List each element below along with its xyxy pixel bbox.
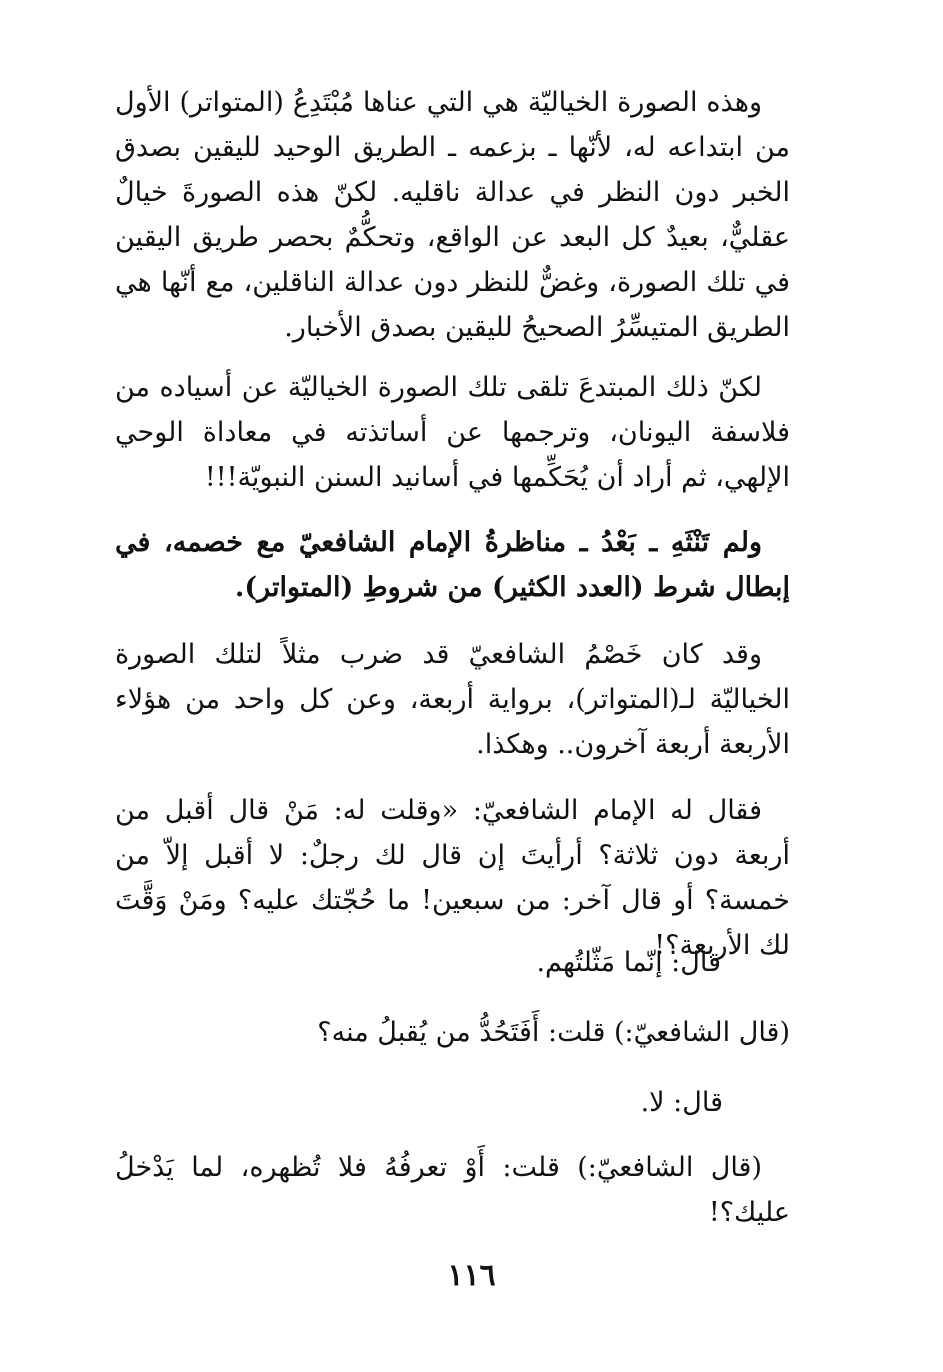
paragraph-9-block: [115, 1145, 790, 1235]
paragraph-3: ولم تَنْثَهِ ـ بَعْدُ ـ مناظرةُ الإمام الشافعيّ مع خصمه، في إبطال شرط (العدد الكثير) من شروطِ (المتواتر).: [115, 527, 790, 603]
paragraph-1-block: [115, 80, 790, 350]
page-number: ١١٦: [447, 1258, 496, 1293]
paragraph-7: (قال الشافعيّ:) قلت: أَفَتَحُدُّ من يُقبلُ منه؟: [317, 1017, 790, 1048]
paragraph-2-block: [115, 365, 790, 500]
paragraph-5: فقال له الإمام الشافعيّ: «وقلت له: مَنْ قال أقبل من أربعة دون ثلاثة؟ أرأيتَ إن قال لك رجلٌ: لا أقبل إلاّ من خمسة؟ أو قال آخر: من سبعين! ما حُجّتك عليه؟ ومَنْ وَقَّتَ لك الأربعة؟!: [115, 795, 790, 961]
paragraph-3-block: [115, 520, 790, 610]
paragraph-4: وقد كان خَصْمُ الشافعيّ قد ضرب مثلاً لتلك الصورة الخياليّة لـ(المتواتر)، برواية أربعة، وعن كل واحد من هؤلاء الأربعة أربعة آخرون.. وهكذا.: [115, 639, 790, 760]
paragraph-4-block: [115, 632, 790, 767]
paragraph-8: قال: لا.: [640, 1087, 723, 1118]
paragraph-6: قال: إنّما مَثّلتُهم.: [536, 947, 721, 978]
paragraph-1: وهذه الصورة الخياليّة هي التي عناها مُبْتَدِعُ (المتواتر) الأول من ابتداعه له، لأنّها ـ بزعمه ـ الطريق الوحيد لليقين بصدق الخبر دون النظر في عدالة ناقليه. لكنّ هذه الصورةَ خيالٌ عقليٌّ، بعيدٌ كل البعد عن الواقع، وتحكُّمٌ بحصر طريق اليقين في تلك الصورة، وغضٌّ للنظر دون عدالة الناقلين، مع أنّها هي الطريق المتيسِّرُ الصحيحُ لليقين بصدق الأخبار.: [115, 87, 790, 343]
paragraph-9: (قال الشافعيّ:) قلت: أَوْ تعرفُهُ فلا تُظهره، لما يَدْخلُ عليك؟!: [115, 1152, 790, 1228]
paragraph-2: لكنّ ذلك المبتدعَ تلقى تلك الصورة الخياليّة عن أسياده من فلاسفة اليونان، وترجمها عن أساتذته في معاداة الوحي الإلهي، ثم أراد أن يُحَكِّمها في أسانيد السنن النبويّة!!!: [115, 372, 790, 493]
